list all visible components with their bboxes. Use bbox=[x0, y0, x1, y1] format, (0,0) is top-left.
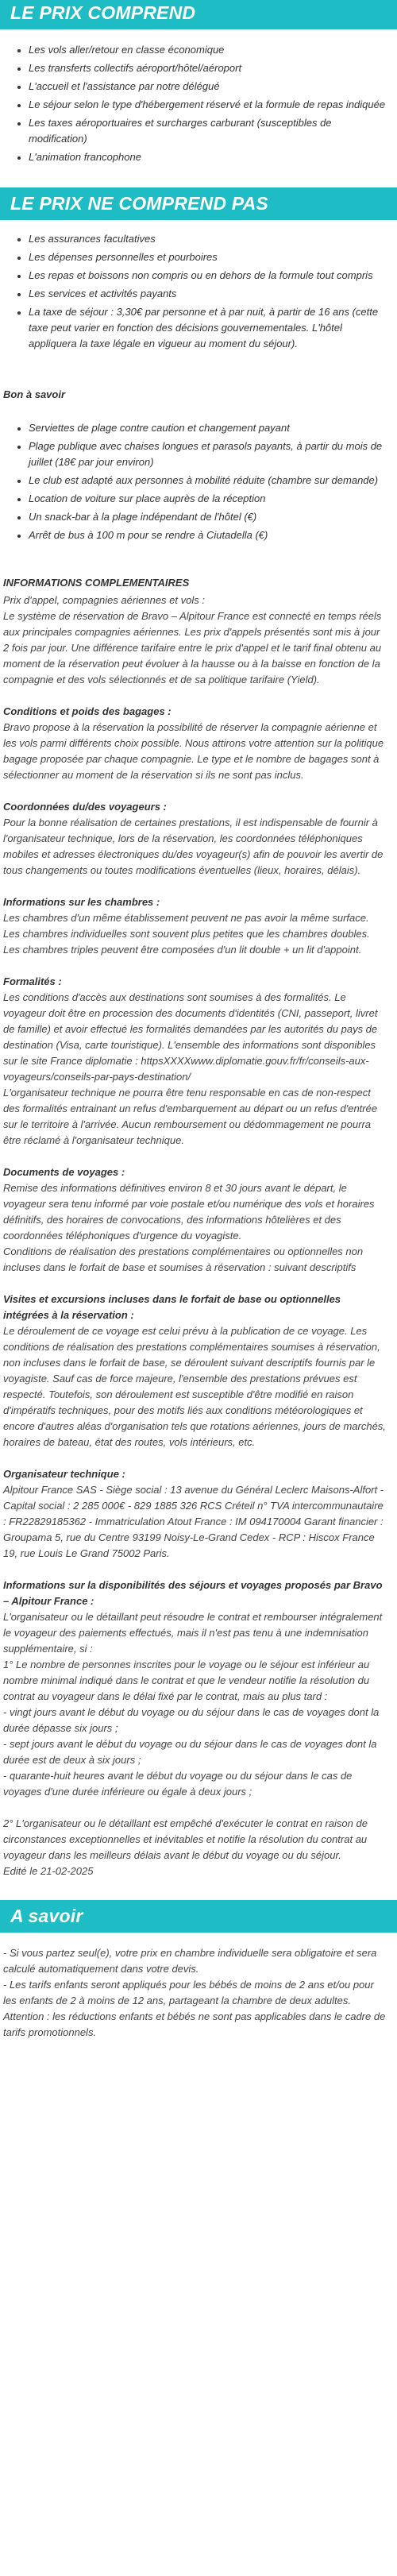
chambres-text: Les chambres d'un même établissement peuvent ne pas avoir la même surface. Les chambres individuelles sont souvent plus petites que les chambres doubles. Les chambres triples peuvent être composées d'un lit double + un lit d'appoint. bbox=[3, 912, 370, 956]
coordonnees-text: Pour la bonne réalisation de certaines prestations, il est indispensable de fournir à l'organisateur technique, lors de la réservation, les coordonnées téléphoniques mobiles et adresses électroniques du/des voyageur(s) afin de pouvoir les avertir de tous changements ou toutes modifications éventuelles (lieux, horaires, délais). bbox=[3, 817, 384, 876]
a-savoir-text: - Les tarifs enfants seront appliqués pour les bébés de moins de 2 ans et/ou pour les enfants de 2 à moins de 12 ans, partageant la chambre de deux adultes. Attention : les réductions enfants et bébés ne sont pas applicables dans le cadre de tarifs promotionnels. bbox=[3, 1979, 386, 2038]
bon-a-savoir-heading: Bon à savoir bbox=[3, 388, 66, 400]
list-item: • Les transferts collectifs aéroport/hôtel/aéroport bbox=[29, 60, 386, 76]
section-banner-a-savoir: A savoir bbox=[0, 1900, 397, 1933]
info-text: Le système de réservation de Bravo – Alpitour France est connecté en temps réels aux principales compagnies aériennes. Les prix d'appels présentés sont mis à jour 2 fois par jour. Une différence tarifaire entre le prix d'appel et le tarif final obtenu au moment de la réservation peut évoluer à la hausse ou à la baisse en fonction de la compagnie et des vols sélectionnés et de sa politique tarifaire (Yield). bbox=[3, 610, 382, 686]
list-item: • Les assurances facultatives bbox=[29, 231, 386, 247]
disponibilite-text: L'organisateur ou le détaillant peut résoudre le contrat et rembourser intégralement le voyageur des paiements effectués, mais il n'est pas tenu à une indemnisation supplémentaire, si : 1° Le nombre de personnes inscrites pour le voyage ou le séjour est inférieur au nombre minimal indiqué dans le contrat et que le vendeur notifie la résolution du contrat au voyageur dans le délai fixé par le contrat, mais au plus tard : - vingt jours avant le début du voyage ou du séjour dans le cas de voyages dont la durée dépasse six jours ; - sept jours avant le début du voyage ou du séjour dans le cas de voyages dont la durée est de deux à six jours ; - quarante-huit heures avant le début du voyage ou du séjour dans le cas de voyages d'une durée inférieure ou égale à deux jours ; bbox=[3, 1611, 383, 1798]
info-subheading: Prix d'appel, compagnies aériennes et vols : bbox=[3, 594, 205, 606]
disponibilite-heading: Informations sur la disponibilités des séjours et voyages proposés par Bravo – Alpitour France : bbox=[3, 1579, 383, 1607]
section-banner-includes: LE PRIX COMPREND bbox=[0, 0, 397, 29]
visites-text: Le déroulement de ce voyage est celui prévu à la publication de ce voyage. Les conditions de réalisation des prestations complémentaires soumises à réservation, non incluses dans le forfait de base, se déroulent suivant descriptifs fournis par le voyagiste. Sauf cas de force majeure, l'ensemble des prestations prévues est respecté. Toutefois, son déroulement est susceptible d'être modifié en raison d'impératifs techniques, pour des motifs liés aux conditions météorologiques et encore d'autres aléas d'organisation tels que rotations aériennes, jours de marchés, horaires de bateau, état des routes, vols intérieurs, etc. bbox=[3, 1325, 386, 1448]
list-item: • Les dépenses personnelles et pourboires bbox=[29, 249, 386, 265]
list-item: • Location de voiture sur place auprès de la réception bbox=[29, 491, 386, 507]
list-item: • Les taxes aéroportuaires et surcharges carburant (susceptibles de modification) bbox=[29, 115, 386, 147]
list-item: • Les repas et boissons non compris ou en dehors de la formule tout compris bbox=[29, 268, 386, 284]
list-item: • Les vols aller/retour en classe économique bbox=[29, 42, 386, 58]
list-item: • Plage publique avec chaises longues et parasols payants, à partir du mois de juillet (18€ par jour environ) bbox=[29, 438, 386, 470]
excludes-list bbox=[0, 220, 397, 352]
list-item: • Le séjour selon le type d'hébergement réservé et la formule de repas indiquée bbox=[29, 97, 386, 113]
list-item: • Un snack-bar à la plage indépendant de l'hôtel (€) bbox=[29, 509, 386, 525]
list-item: • Arrêt de bus à 100 m pour se rendre à Ciutadella (€) bbox=[29, 527, 386, 543]
formalites-text: Les conditions d'accès aux destinations sont soumises à des formalités. Le voyageur doit être en procession des documents d'identités (CNI, passeport, livret de famille) et avoir effectué les formalités demandées par les autorités du pays de destination (Visa, carte touristique). L'ensemble des informations sont disponibles sur le site France diplomatie : httpsXXXXwww.diplomatie.gouv.fr/fr/conseils-aux-voyageurs/conseils-par-pays-destination/ bbox=[3, 991, 378, 1083]
coordonnees-heading: Coordonnées du/des voyageurs : bbox=[3, 801, 167, 813]
includes-list bbox=[0, 29, 397, 165]
formalites-heading: Formalités : bbox=[3, 975, 62, 987]
disponibilite-text-2: 2° L'organisateur ou le détaillant est empêché d'exécuter le contrat en raison de circonstances exceptionnelles et inévitables et notifie la résolution du contrat au voyageur dans les meilleurs délais avant le début du voyage ou du séjour. Edité le 21-02-2025 bbox=[3, 1817, 368, 1877]
documents-text: Remise des informations définitives environ 8 et 30 jours avant le départ, le voyageur sera tenu informé par voie postale et/ou numérique des vols et horaires définitifs, des horaires de convocations, des informations hôtelières et des coordonnées téléphoniques d'urgence du voyagiste. Conditions de réalisation des prestations complémentaires ou optionnelles non incluses dans le forfait de base et soumises à réservation : suivant descriptifs bbox=[3, 1182, 375, 1273]
visites-heading: Visites et excursions incluses dans le forfait de base ou optionnelles intégrées à la réservation : bbox=[3, 1293, 341, 1321]
list-item: • Serviettes de plage contre caution et changement payant bbox=[29, 420, 386, 436]
formalites-text-2: L'organisateur technique ne pourra être tenu responsable en cas de non-respect des formalités entrainant un refus d'embarquement au départ ou un refus d'entrée sur le territoire à l'arrivée. Aucun remboursement ou dédommagement ne pourra être réclamé à l'organisateur technique. bbox=[3, 1087, 378, 1146]
bagages-text: Bravo propose à la réservation la possibilité de réserver la compagnie aérienne et les vols parmi différents choix possible. Nous attirons votre attention sur la politique bagage proposée par chaque compagnie. Le type et le nombre de bagages sont à sélectionner au moment de la réservation si ils ne sont pas inclus. bbox=[3, 721, 384, 781]
bon-a-savoir-list bbox=[0, 403, 397, 543]
bagages-heading: Conditions et poids des bagages : bbox=[3, 705, 172, 717]
info-heading: INFORMATIONS COMPLEMENTAIRES bbox=[3, 577, 190, 589]
list-item: • Le club est adapté aux personnes à mobilité réduite (chambre sur demande) bbox=[29, 473, 386, 489]
a-savoir-text: - Si vous partez seul(e), votre prix en chambre individuelle sera obligatoire et sera calculé automatiquement dans votre devis. bbox=[3, 1947, 377, 1975]
documents-heading: Documents de voyages : bbox=[3, 1166, 125, 1178]
a-savoir-section bbox=[0, 1945, 397, 2041]
chambres-heading: Informations sur les chambres : bbox=[3, 896, 160, 908]
organisateur-heading: Organisateur technique : bbox=[3, 1468, 125, 1480]
list-item: • La taxe de séjour : 3,30€ par personne et à par nuit, à partir de 16 ans (cette taxe peut varier en fonction des décisions gouvernementales. L'hôtel appliquera la taxe légale en vigueur au moment du séjour). bbox=[29, 304, 386, 352]
list-item: • L'animation francophone bbox=[29, 149, 386, 165]
list-item: • Les services et activités payants bbox=[29, 286, 386, 302]
section-banner-excludes: LE PRIX NE COMPREND PAS bbox=[0, 187, 397, 220]
organisateur-text: Alpitour France SAS - Siège social : 13 avenue du Général Leclerc Maisons-Alfort - Capital social : 2 285 000€ - 829 1885 326 RCS Créteil n° TVA intercommunautaire : FR22829185362 - Immatriculation Atout France : IM 094170004 Garant financier : Groupama 5, rue du Centre 93199 Noisy-Le-Grand Cedex - RCP : Hiscox France 19, rue Louis Le Grand 75002 Paris. bbox=[3, 1484, 384, 1559]
info-section bbox=[3, 575, 386, 688]
list-item: • L'accueil et l'assistance par notre délégué bbox=[29, 79, 386, 95]
